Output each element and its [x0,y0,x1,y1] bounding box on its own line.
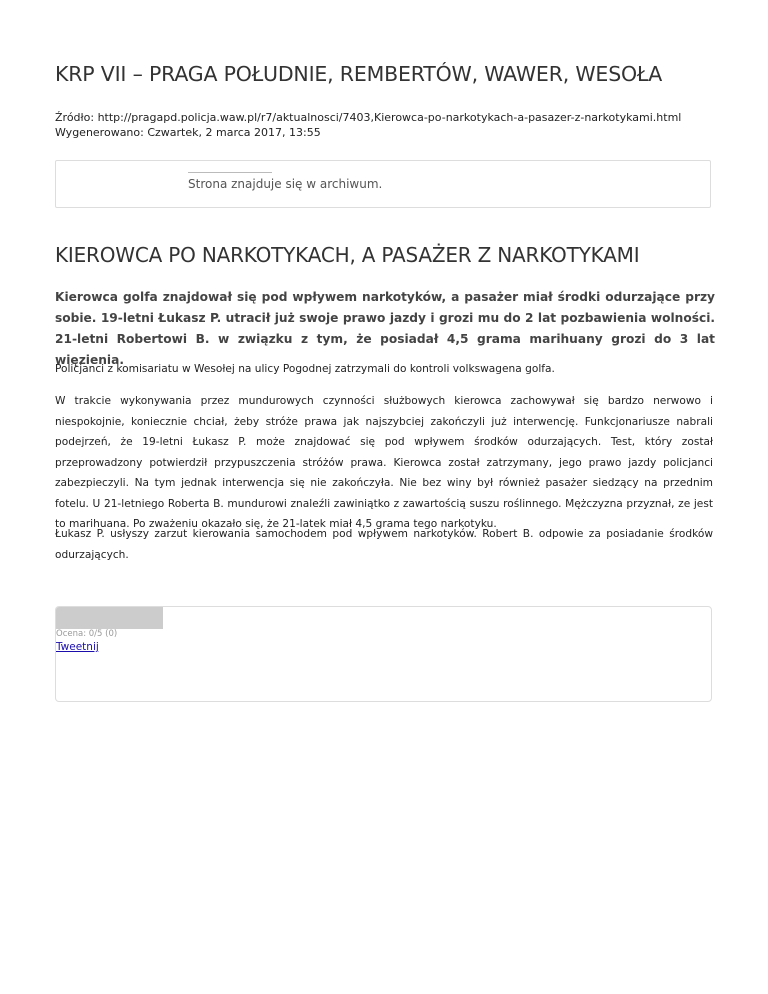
article-paragraph: Łukasz P. usłyszy zarzut kierowania samochodem pod wpływem narkotyków. Robert B. odpowie za posiadanie środków odurzających. [55,528,713,561]
archive-notice-divider [188,172,272,173]
article-lead: Kierowca golfa znajdował się pod wpływem narkotyków, a pasażer miał środki odurzające przy sobie. 19-letni Łukasz P. utracił już swoje prawo jazdy i grozi mu do 2 lat pozbawienia wolności. 21-letni Robertowi B. w związku z tym, że posiadał 4,5 grama marihuany grozi do 3 lat więzienia. [55,290,715,367]
article-paragraph: W trakcie wykonywania przez mundurowych czynności służbowych kierowca zachowywał się bardzo nerwowo i niespokojnie, koniecznie chciał, żeby stróże prawa jak najszybciej zakończyli już interwencję. Funkcjonariusze nabrali podejrzeń, że 19-letni Łukasz P. może znajdować się pod wpływem środków odurzających. Test, który został przeprowadzony potwierdził przypuszczenia stróżów prawa. Kierowca został zatrzymany, jego prawo jazdy policjanci zabezpieczyli. Na tym jednak interwencja się nie zakończyła. Nie bez winy był również pasażer siedzący na przednim fotelu. U 21-letniego Roberta B. mundurowi znaleźli zawiniątko z zawartością suszu roślinnego. Mężczyzna przyznał, ze jest to marihuana. Po zważeniu okazało się, że 21-latek miał 4,5 grama tego narkotyku. [55,395,713,530]
rating-box [55,606,712,702]
article-paragraph: Policjanci z komisariatu w Wesołej na ulicy Pogodnej zatrzymali do kontroli volkswagena golfa. [55,363,555,375]
archive-notice-box [55,160,711,208]
tweet-link[interactable]: Tweetnij [56,641,99,653]
archive-notice-text: Strona znajduje się w archiwum. [188,177,383,191]
rating-score: Ocena: 0/5 (0) [56,629,118,639]
rating-stars-bar[interactable] [56,607,163,629]
article-title: KIEROWCA PO NARKOTYKACH, A PASAŻER Z NARKOTYKAMI [55,243,640,267]
generated-date: Wygenerowano: Czwartek, 2 marca 2017, 13:55 [55,126,321,139]
site-title: KRP VII – PRAGA POŁUDNIE, REMBERTÓW, WAWER, WESOŁA [55,62,663,86]
document-meta [55,110,681,140]
source-url: Źródło: http://pragapd.policja.waw.pl/r7/aktualnosci/7403,Kierowca-po-narkotykach-a-pasazer-z-narkotykami.html [55,111,682,124]
